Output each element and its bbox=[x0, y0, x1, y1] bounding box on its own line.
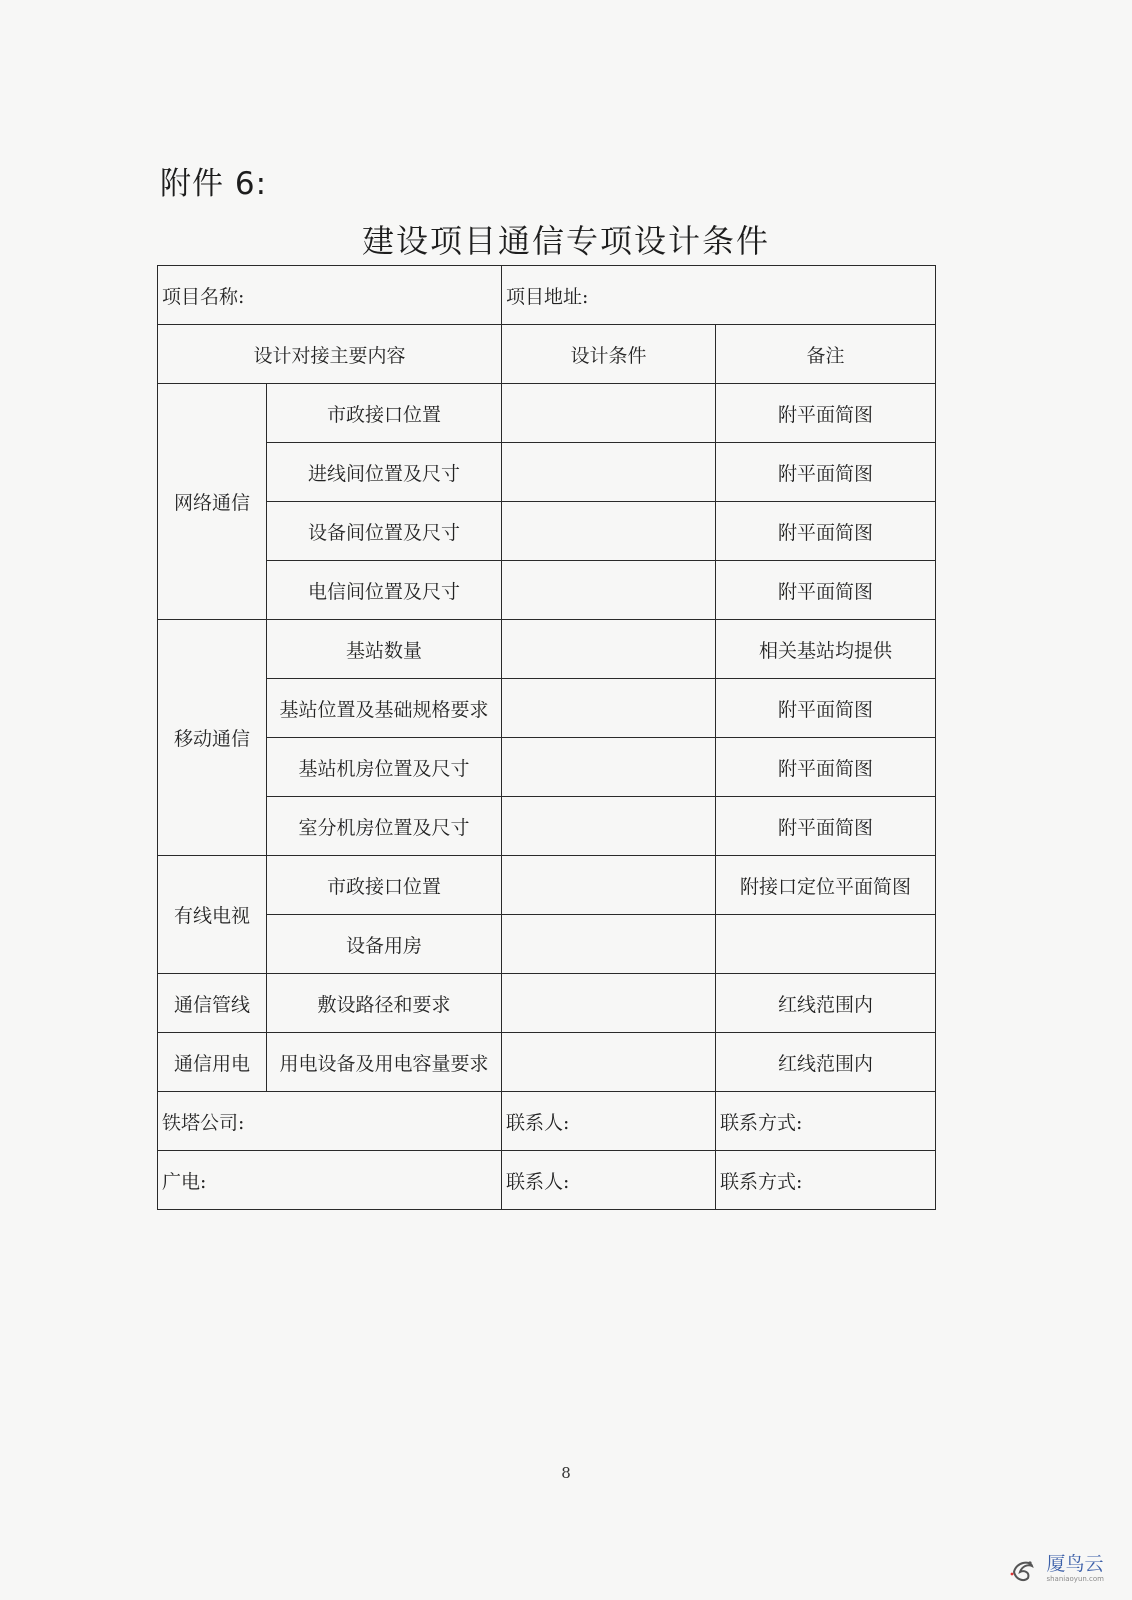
category-cell: 通信管线 bbox=[158, 974, 267, 1033]
condition-cell[interactable] bbox=[502, 443, 716, 502]
design-conditions-table bbox=[157, 265, 936, 1210]
remark-cell: 附平面简图 bbox=[716, 384, 936, 443]
condition-cell[interactable] bbox=[502, 561, 716, 620]
remark-cell: 附平面简图 bbox=[716, 561, 936, 620]
watermark-brand: 厦鸟云 bbox=[1046, 1553, 1104, 1575]
item-cell: 基站位置及基础规格要求 bbox=[267, 679, 502, 738]
attachment-label: 附件 6: bbox=[160, 166, 268, 202]
project-info-row bbox=[158, 266, 936, 325]
item-cell: 用电设备及用电容量要求 bbox=[267, 1033, 502, 1092]
condition-cell[interactable] bbox=[502, 856, 716, 915]
item-cell: 设备用房 bbox=[267, 915, 502, 974]
document-title: 建设项目通信专项设计条件 bbox=[361, 222, 770, 260]
bird-logo-icon bbox=[1008, 1552, 1042, 1586]
item-cell: 基站数量 bbox=[267, 620, 502, 679]
table-row bbox=[158, 443, 936, 502]
project-address-cell: 项目地址: bbox=[502, 266, 936, 325]
contact-person-cell: 联系人: bbox=[502, 1151, 716, 1210]
table-row bbox=[158, 384, 936, 443]
header-conditions: 设计条件 bbox=[502, 325, 716, 384]
condition-cell[interactable] bbox=[502, 384, 716, 443]
item-cell: 市政接口位置 bbox=[267, 856, 502, 915]
condition-cell[interactable] bbox=[502, 679, 716, 738]
watermark-domain: shaniaoyun.com bbox=[1046, 1575, 1104, 1583]
contact-method-cell: 联系方式: bbox=[716, 1092, 936, 1151]
condition-cell[interactable] bbox=[502, 620, 716, 679]
header-remarks: 备注 bbox=[716, 325, 936, 384]
condition-cell[interactable] bbox=[502, 974, 716, 1033]
table-row bbox=[158, 1033, 936, 1092]
remark-cell: 相关基站均提供 bbox=[716, 620, 936, 679]
condition-cell[interactable] bbox=[502, 1033, 716, 1092]
condition-cell[interactable] bbox=[502, 502, 716, 561]
contact-person-cell: 联系人: bbox=[502, 1092, 716, 1151]
remark-cell: 附平面简图 bbox=[716, 443, 936, 502]
category-cell: 网络通信 bbox=[158, 384, 267, 620]
remark-cell: 红线范围内 bbox=[716, 1033, 936, 1092]
table-row bbox=[158, 738, 936, 797]
org-cell: 铁塔公司: bbox=[158, 1092, 502, 1151]
condition-cell[interactable] bbox=[502, 797, 716, 856]
remark-cell: 附平面简图 bbox=[716, 797, 936, 856]
table-row bbox=[158, 679, 936, 738]
item-cell: 敷设路径和要求 bbox=[267, 974, 502, 1033]
item-cell: 设备间位置及尺寸 bbox=[267, 502, 502, 561]
table-row bbox=[158, 502, 936, 561]
condition-cell[interactable] bbox=[502, 915, 716, 974]
header-row bbox=[158, 325, 936, 384]
table-row bbox=[158, 974, 936, 1033]
contact-row bbox=[158, 1151, 936, 1210]
remark-cell bbox=[716, 915, 936, 974]
contact-method-cell: 联系方式: bbox=[716, 1151, 936, 1210]
item-cell: 进线间位置及尺寸 bbox=[267, 443, 502, 502]
remark-cell: 红线范围内 bbox=[716, 974, 936, 1033]
contact-row bbox=[158, 1092, 936, 1151]
table-row bbox=[158, 856, 936, 915]
item-cell: 室分机房位置及尺寸 bbox=[267, 797, 502, 856]
table-row bbox=[158, 620, 936, 679]
remark-cell: 附平面简图 bbox=[716, 679, 936, 738]
table-row bbox=[158, 561, 936, 620]
remark-cell: 附平面简图 bbox=[716, 738, 936, 797]
category-cell: 移动通信 bbox=[158, 620, 267, 856]
table-row bbox=[158, 915, 936, 974]
table-row bbox=[158, 797, 936, 856]
item-cell: 电信间位置及尺寸 bbox=[267, 561, 502, 620]
item-cell: 基站机房位置及尺寸 bbox=[267, 738, 502, 797]
item-cell: 市政接口位置 bbox=[267, 384, 502, 443]
condition-cell[interactable] bbox=[502, 738, 716, 797]
category-cell: 有线电视 bbox=[158, 856, 267, 974]
header-content: 设计对接主要内容 bbox=[158, 325, 502, 384]
project-name-cell: 项目名称: bbox=[158, 266, 502, 325]
watermark bbox=[1008, 1552, 1104, 1586]
org-cell: 广电: bbox=[158, 1151, 502, 1210]
category-cell: 通信用电 bbox=[158, 1033, 267, 1092]
page-number: 8 bbox=[561, 1464, 571, 1482]
remark-cell: 附平面简图 bbox=[716, 502, 936, 561]
remark-cell: 附接口定位平面简图 bbox=[716, 856, 936, 915]
